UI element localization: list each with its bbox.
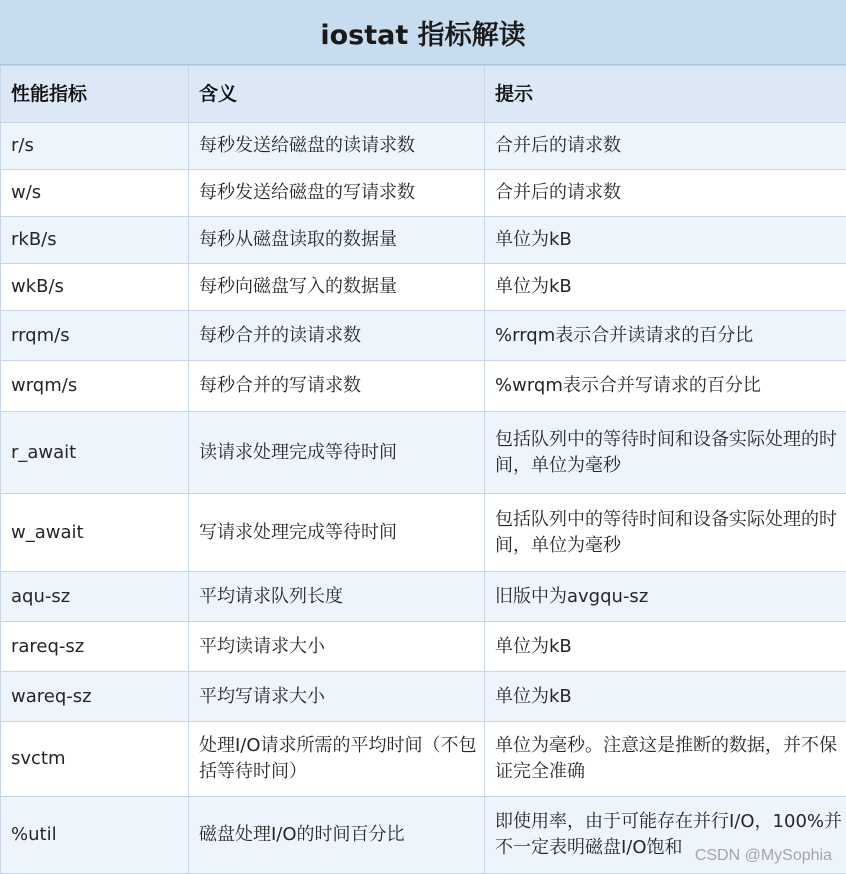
metric-cell: wkB/s [1, 264, 189, 311]
header-meaning: 含义 [189, 66, 485, 123]
meaning-cell: 每秒合并的读请求数 [189, 311, 485, 361]
table-row [1, 572, 846, 622]
table-row [1, 412, 846, 494]
metric-cell: wrqm/s [1, 361, 189, 412]
hint-cell: 单位为kB [485, 264, 846, 311]
metric-cell: rrqm/s [1, 311, 189, 361]
meaning-cell: 写请求处理完成等待时间 [189, 494, 485, 572]
hint-cell: 即使用率，由于可能存在并行I/O，100%并不一定表明磁盘I/O饱和 [485, 797, 846, 874]
table-row [1, 170, 846, 217]
meaning-cell: 平均读请求大小 [189, 622, 485, 672]
table-row [1, 494, 846, 572]
metric-cell: w/s [1, 170, 189, 217]
metric-cell: w_await [1, 494, 189, 572]
header-hint: 提示 [485, 66, 846, 123]
hint-cell: 合并后的请求数 [485, 123, 846, 170]
table-title: iostat 指标解读 [0, 0, 846, 65]
hint-cell: 单位为毫秒。注意这是推断的数据，并不保证完全准确 [485, 722, 846, 797]
meaning-cell: 每秒合并的写请求数 [189, 361, 485, 412]
hint-cell: 旧版中为avgqu-sz [485, 572, 846, 622]
meaning-cell: 读请求处理完成等待时间 [189, 412, 485, 494]
hint-cell: 单位为kB [485, 217, 846, 264]
meaning-cell: 平均写请求大小 [189, 672, 485, 722]
metric-cell: rareq-sz [1, 622, 189, 672]
table-header-row [1, 66, 846, 123]
metric-cell: %util [1, 797, 189, 874]
metric-cell: svctm [1, 722, 189, 797]
table-row [1, 722, 846, 797]
hint-cell: 包括队列中的等待时间和设备实际处理的时间，单位为毫秒 [485, 412, 846, 494]
meaning-cell: 每秒发送给磁盘的写请求数 [189, 170, 485, 217]
watermark: CSDN @MySophia [695, 847, 832, 865]
table-row [1, 672, 846, 722]
hint-cell: 包括队列中的等待时间和设备实际处理的时间，单位为毫秒 [485, 494, 846, 572]
hint-cell: 单位为kB [485, 672, 846, 722]
metric-cell: wareq-sz [1, 672, 189, 722]
meaning-cell: 平均请求队列长度 [189, 572, 485, 622]
table-row [1, 217, 846, 264]
table-row [1, 311, 846, 361]
metrics-table [0, 65, 846, 874]
table-row [1, 622, 846, 672]
metric-cell: r/s [1, 123, 189, 170]
meaning-cell: 磁盘处理I/O的时间百分比 [189, 797, 485, 874]
metric-cell: r_await [1, 412, 189, 494]
table-row [1, 264, 846, 311]
table-row [1, 361, 846, 412]
hint-cell: %rrqm表示合并读请求的百分比 [485, 311, 846, 361]
table-row [1, 123, 846, 170]
header-metric: 性能指标 [1, 66, 189, 123]
hint-cell: 合并后的请求数 [485, 170, 846, 217]
meaning-cell: 每秒发送给磁盘的读请求数 [189, 123, 485, 170]
metric-cell: aqu-sz [1, 572, 189, 622]
metric-cell: rkB/s [1, 217, 189, 264]
meaning-cell: 处理I/O请求所需的平均时间（不包括等待时间） [189, 722, 485, 797]
hint-cell: 单位为kB [485, 622, 846, 672]
meaning-cell: 每秒从磁盘读取的数据量 [189, 217, 485, 264]
hint-cell: %wrqm表示合并写请求的百分比 [485, 361, 846, 412]
meaning-cell: 每秒向磁盘写入的数据量 [189, 264, 485, 311]
